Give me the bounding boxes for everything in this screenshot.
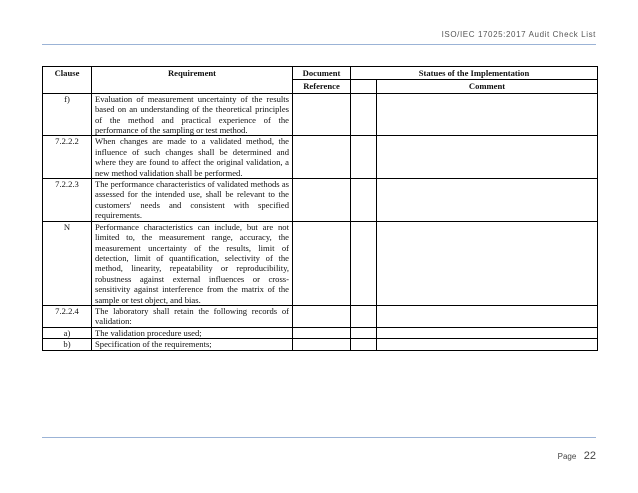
comment-cell[interactable] — [377, 221, 598, 305]
comment-cell[interactable] — [377, 305, 598, 327]
header-status-check — [351, 80, 377, 93]
audit-checklist-table — [42, 66, 598, 351]
document-reference-cell[interactable] — [293, 339, 351, 350]
clause-cell: f) — [43, 93, 92, 136]
comment-cell[interactable] — [377, 179, 598, 222]
requirement-cell: The validation procedure used; — [92, 327, 293, 338]
document-reference-cell[interactable] — [293, 136, 351, 179]
table-row — [43, 327, 598, 338]
header-document: Document — [293, 67, 351, 80]
clause-cell: 7.2.2.3 — [43, 179, 92, 222]
document-reference-cell[interactable] — [293, 221, 351, 305]
header-divider — [42, 44, 596, 45]
clause-cell: 7.2.2.4 — [43, 305, 92, 327]
table-row — [43, 305, 598, 327]
page-footer — [558, 446, 596, 464]
table-header-row — [43, 67, 598, 80]
comment-cell[interactable] — [377, 327, 598, 338]
status-check-cell[interactable] — [351, 339, 377, 350]
document-reference-cell[interactable] — [293, 327, 351, 338]
header-comment: Comment — [377, 80, 598, 93]
document-reference-cell[interactable] — [293, 305, 351, 327]
clause-cell: b) — [43, 339, 92, 350]
page-number: 22 — [583, 450, 596, 462]
clause-cell: N — [43, 221, 92, 305]
clause-cell: 7.2.2.2 — [43, 136, 92, 179]
header-clause: Clause — [43, 67, 92, 94]
comment-cell[interactable] — [377, 136, 598, 179]
table-row — [43, 136, 598, 179]
header-requirement: Requirement — [92, 67, 293, 94]
header-title: ISO/IEC 17025:2017 Audit Check List — [441, 30, 596, 39]
clause-cell: a) — [43, 327, 92, 338]
table-row — [43, 179, 598, 222]
page-label: Page — [557, 452, 577, 461]
requirement-cell: The performance characteristics of validated methods as assessed for the intended use, shall be relevant to the customers' needs and consistent with specified requirements. — [92, 179, 293, 222]
status-check-cell[interactable] — [351, 305, 377, 327]
comment-cell[interactable] — [377, 339, 598, 350]
status-check-cell[interactable] — [351, 179, 377, 222]
requirement-cell: When changes are made to a validated method, the influence of such changes shall be determined and where they are found to affect the original validation, a new method validation shall be performed. — [92, 136, 293, 179]
requirement-cell: Performance characteristics can include, but are not limited to, the measurement range, accuracy, the measurement uncertainty of the results, limit of detection, limit of quantification, selectivity of the method, linearity, repeatability or reproducibility, robustness against external influences or cross-sensitivity against interference from the matrix of the sample or test object, and bias. — [92, 221, 293, 305]
status-check-cell[interactable] — [351, 136, 377, 179]
table-row — [43, 221, 598, 305]
header-status: Statues of the Implementation — [351, 67, 598, 80]
document-reference-cell[interactable] — [293, 93, 351, 136]
footer-divider — [42, 437, 596, 438]
document-reference-cell[interactable] — [293, 179, 351, 222]
requirement-cell: Specification of the requirements; — [92, 339, 293, 350]
requirement-cell: Evaluation of measurement uncertainty of the results based on an understanding of the theoretical principles of the method and practical experience of the performance of the sampling or test method. — [92, 93, 293, 136]
requirement-cell: The laboratory shall retain the following records of validation: — [92, 305, 293, 327]
table-row — [43, 339, 598, 350]
comment-cell[interactable] — [377, 93, 598, 136]
header-reference: Reference — [293, 80, 351, 93]
status-check-cell[interactable] — [351, 93, 377, 136]
table-row — [43, 93, 598, 136]
status-check-cell[interactable] — [351, 327, 377, 338]
status-check-cell[interactable] — [351, 221, 377, 305]
